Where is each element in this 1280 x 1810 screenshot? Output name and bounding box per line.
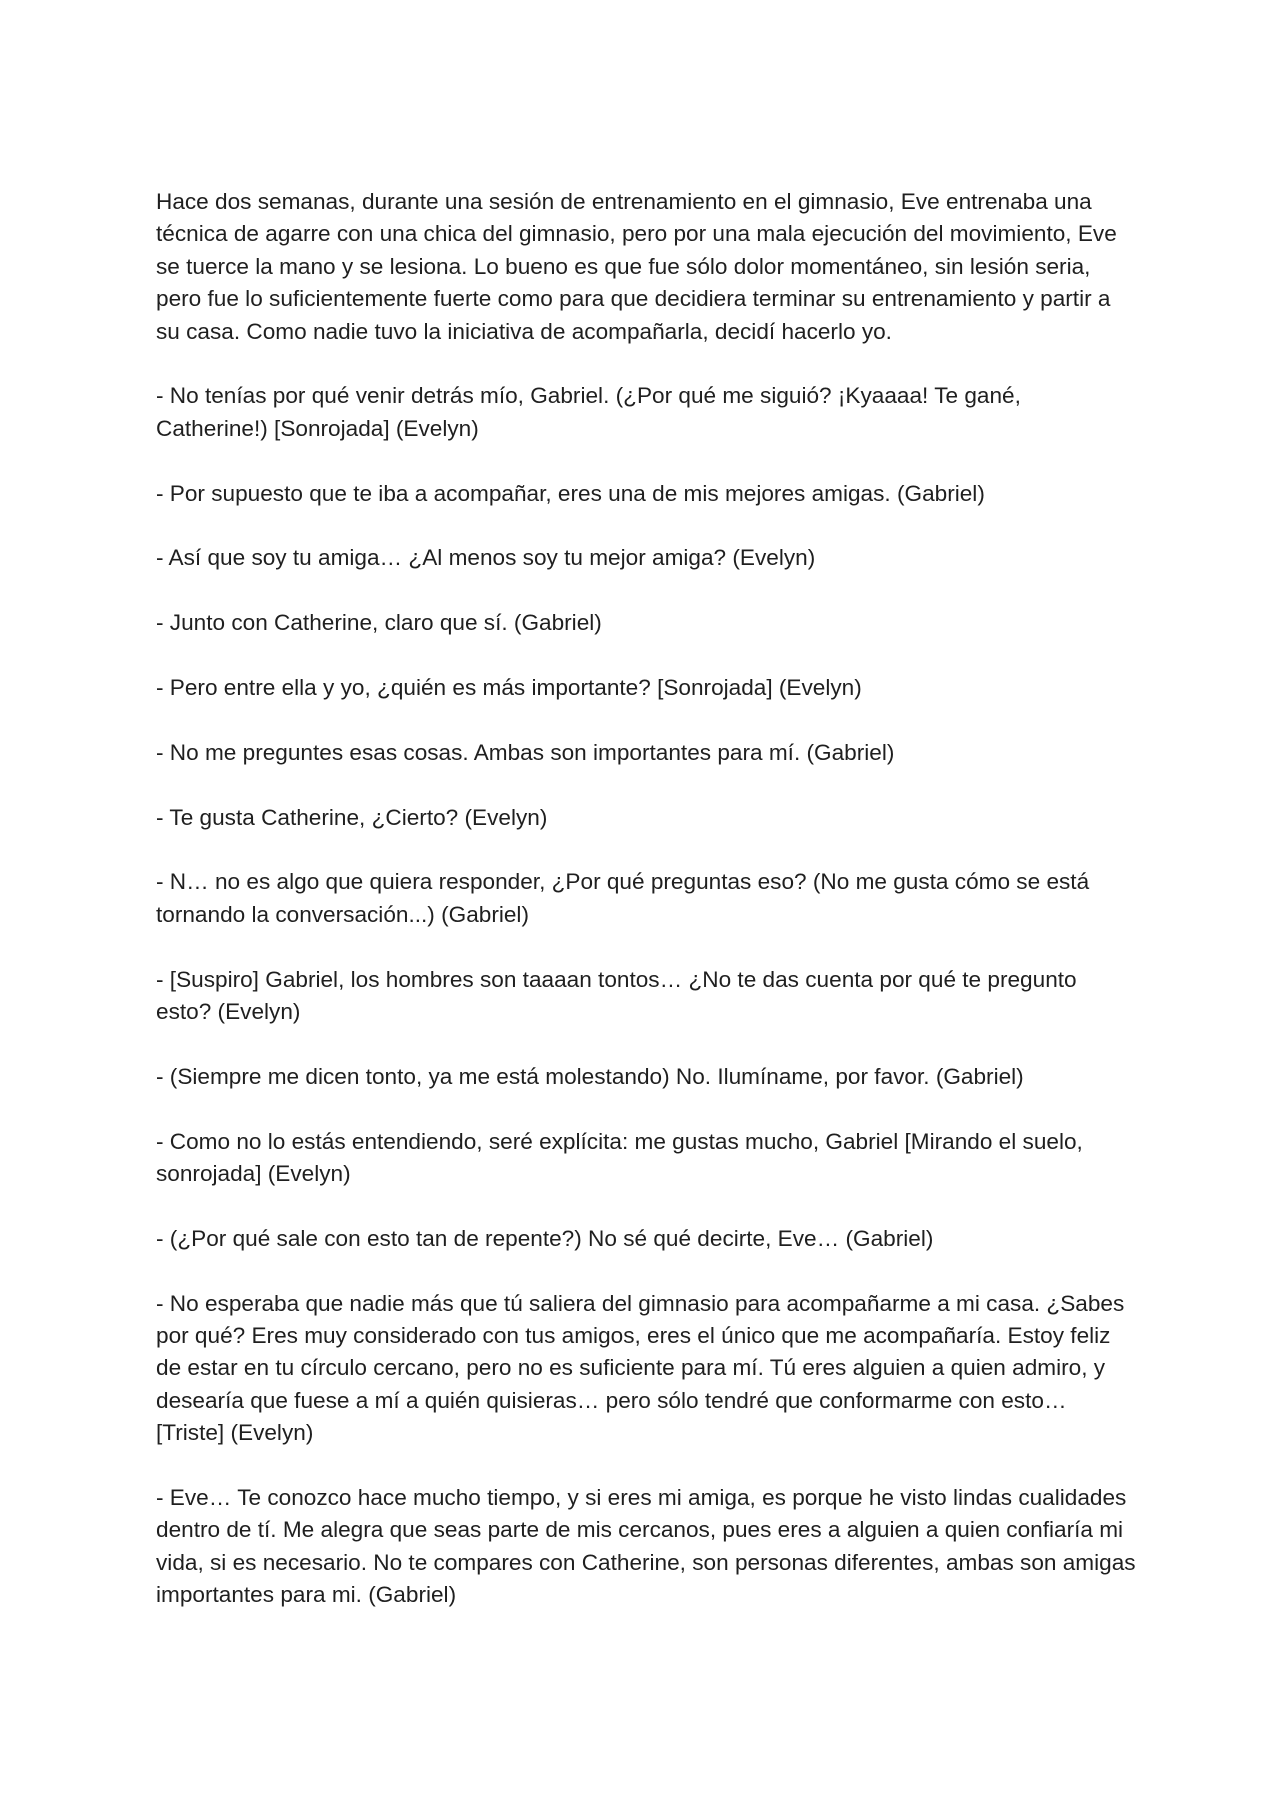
dialogue-line: - N… no es algo que quiera responder, ¿Por qué preguntas eso? (No me gusta cómo se está tornando la conversación...) (Gabriel) [156, 869, 1090, 927]
dialogue-line: - Por supuesto que te iba a acompañar, eres una de mis mejores amigas. (Gabriel) [156, 480, 985, 506]
dialogue-line: - Pero entre ella y yo, ¿quién es más importante? [Sonrojada] (Evelyn) [156, 675, 862, 701]
dialogue-line: - No tenías por qué venir detrás mío, Gabriel. (¿Por qué me siguió? ¡Kyaaaa! Te gané, Catherine!) [Sonrojada] (Evelyn) [156, 383, 1021, 441]
dialogue-line: - Junto con Catherine, claro que sí. (Gabriel) [156, 610, 602, 636]
dialogue-line: - Te gusta Catherine, ¿Cierto? (Evelyn) [156, 804, 548, 830]
document-body [156, 186, 1136, 1644]
dialogue-line: - No me preguntes esas cosas. Ambas son importantes para mí. (Gabriel) [156, 739, 895, 765]
dialogue-line: - Como no lo estás entendiendo, seré explícita: me gustas mucho, Gabriel [Mirando el suelo, sonrojada] (Evelyn) [156, 1128, 1083, 1187]
dialogue-line: - Eve… Te conozco hace mucho tiempo, y si eres mi amiga, es porque he visto lindas cualidades dentro de tí. Me alegra que seas parte de mis cercanos, pues eres a alguien a quien confiaría mi vida, si es necesario. No te compares con Catherine, son personas diferentes, ambas son amigas importantes para mi. (Gabriel) [156, 1485, 1136, 1608]
dialogue-line: - No esperaba que nadie más que tú saliera del gimnasio para acompañarme a mi casa. ¿Sabes por qué? Eres muy considerado con tus amigos, eres el único que me acompañaría. Estoy feliz de estar en tu círculo cercano, pero no es suficiente para mí. Tú eres alguien a quien admiro, y desearía que fuese a mí a quién quisieras… pero sólo tendré que conformarme con esto… [Triste] (Evelyn) [156, 1290, 1125, 1446]
dialogue-line: - [Suspiro] Gabriel, los hombres son taaaan tontos… ¿No te das cuenta por qué te pregunto esto? (Evelyn) [156, 966, 1077, 1025]
dialogue-line: - Así que soy tu amiga… ¿Al menos soy tu mejor amiga? (Evelyn) [156, 545, 816, 571]
dialogue-line: - (Siempre me dicen tonto, ya me está molestando) No. Ilumíname, por favor. (Gabriel) [156, 1063, 1024, 1089]
paragraph-narration: Hace dos semanas, durante una sesión de entrenamiento en el gimnasio, Eve entrenaba una técnica de agarre con una chica del gimnasio, pero por una mala ejecución del movimiento, Eve se tuerce la mano y se lesiona. Lo bueno es que fue sólo dolor momentáneo, sin lesión seria, pero fue lo suficientemente fuerte como para que decidiera terminar su entrenamiento y partir a su casa. Como nadie tuvo la iniciativa de acompañarla, decidí hacerlo yo. [156, 189, 1117, 344]
dialogue-line: - (¿Por qué sale con esto tan de repente?) No sé qué decirte, Eve… (Gabriel) [156, 1225, 934, 1251]
